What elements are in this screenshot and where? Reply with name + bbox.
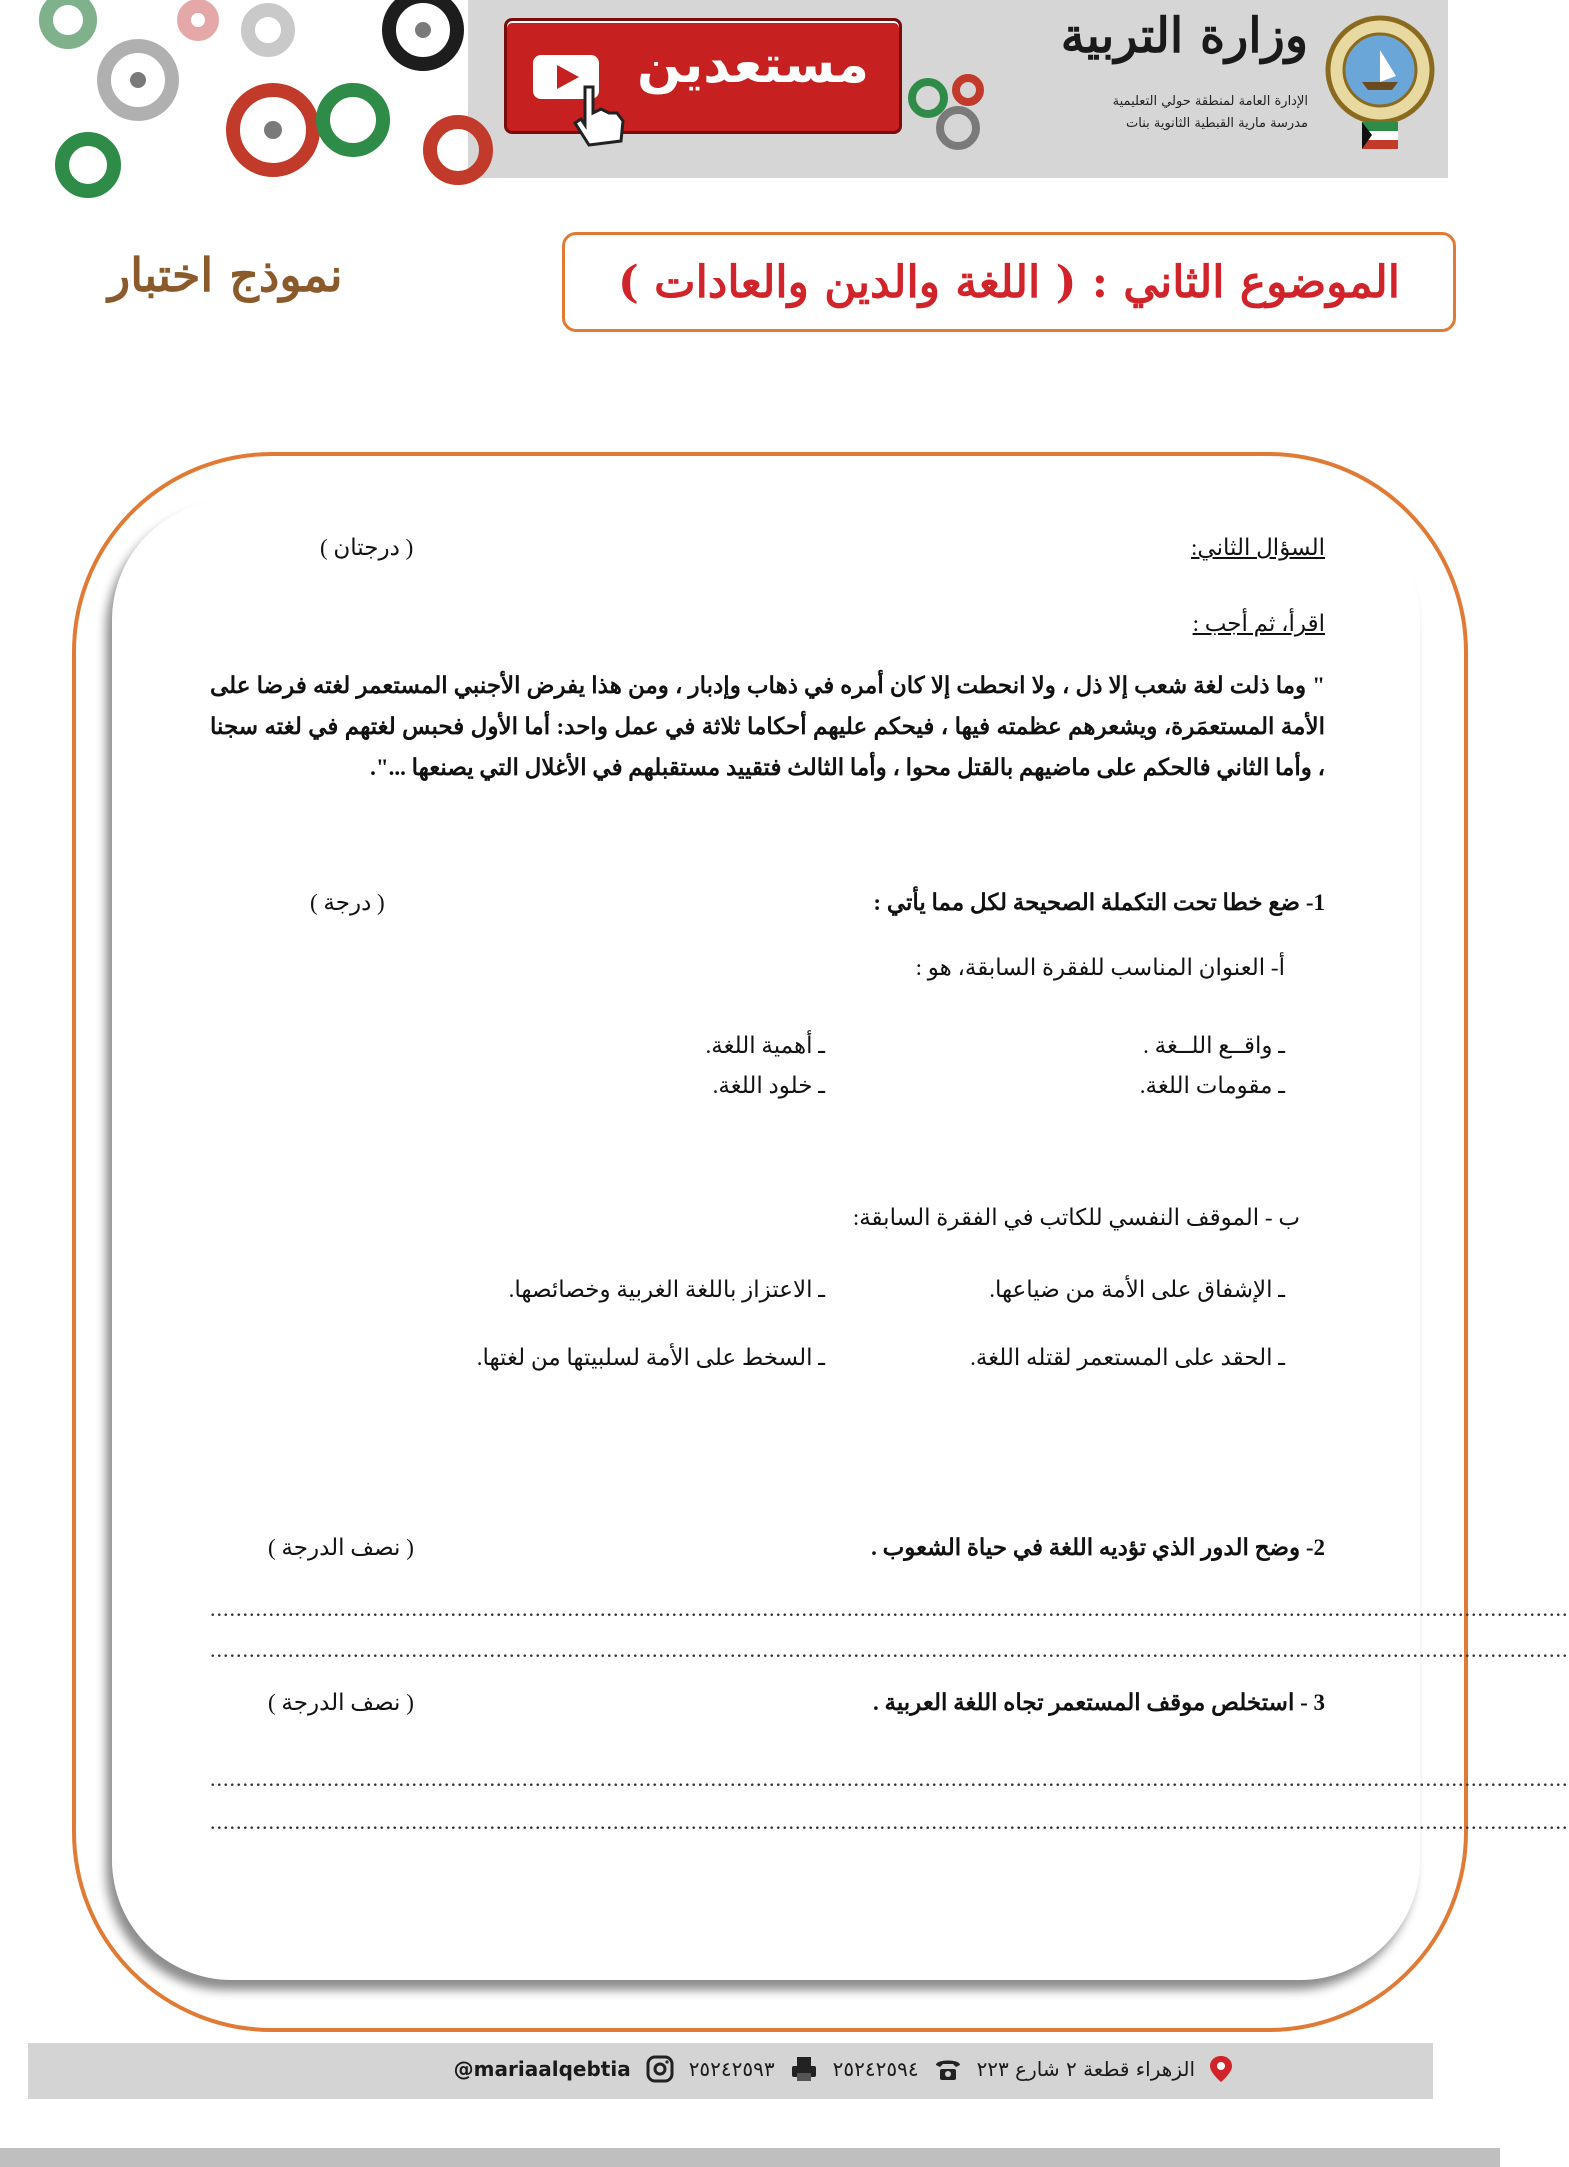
q1-grade: ( درجة ) [310,890,385,915]
question-title: السؤال الثاني: [1191,535,1325,560]
mustaedeen-button[interactable] [504,18,902,134]
q1a-option-4[interactable]: ـ خلود اللغة. [712,1073,825,1098]
ministry-title: وزارة التربية [1060,8,1308,64]
footer-fax[interactable]: ٢٥٢٤٢٥٩٣ [688,2057,775,2081]
kuwait-emblem-icon [1322,10,1438,160]
footer-contact [454,2055,1233,2083]
fax-icon [789,2055,819,2083]
header-banner [28,0,1448,178]
instruction: اقرأ، ثم أجب : [1192,611,1325,636]
q1b-option-2[interactable]: ـ الاعتزاز باللغة الغربية وخصائصها. [508,1277,825,1302]
q1a-option-2[interactable]: ـ أهمية اللغة. [705,1033,825,1058]
q1b-option-1[interactable]: ـ الإشفاق على الأمة من ضياعها. [989,1277,1285,1302]
cta-label: مستعدين [636,35,869,95]
ministry-subtitle-1: الإدارة العامة لمنطقة حولي التعليمية [1112,94,1308,109]
q3-grade: ( نصف الدرجة ) [268,1690,414,1715]
location-pin-icon [1209,2055,1233,2083]
q2-grade: ( نصف الدرجة ) [268,1535,414,1560]
ministry-subtitle-2: مدرسة مارية القبطية الثانوية بنات [1126,116,1308,131]
q1b-option-3[interactable]: ـ الحقد على المستعمر لقتله اللغة. [970,1345,1285,1370]
gears-decoration [28,0,468,178]
question-grade: ( درجتان ) [320,535,414,560]
q3-answer-line-1[interactable]: ................................................................................................................................................................................................................. [210,1766,1569,1791]
school-gears-icon [898,68,1018,158]
q2-answer-line-2[interactable]: ................................................................................................................................................................................................................. [210,1637,1569,1662]
footer-bar [28,2043,1433,2099]
footer-address: الزهراء قطعة ٢ شارع ٢٢٣ [976,2057,1195,2081]
phone-icon [933,2055,963,2083]
q3-text: 3 - استخلص موقف المستعمر تجاه اللغة العربية . [873,1690,1325,1715]
topic-title-box [562,232,1456,332]
q1a-option-3[interactable]: ـ مقومات اللغة. [1139,1073,1285,1098]
q2-answer-line-1[interactable]: ................................................................................................................................................................................................................. [210,1596,1569,1621]
q2-text: 2- وضح الدور الذي تؤديه اللغة في حياة الشعوب . [871,1535,1325,1560]
gears-icon [28,0,468,178]
exam-model-label: نموذج اختبار [108,248,343,302]
instagram-icon [645,2055,675,2083]
q1b-text: ب - الموقف النفسي للكاتب في الفقرة السابقة: [852,1205,1300,1230]
topic-title: الموضوع الثاني : ( اللغة والدين والعادات ) [618,256,1400,308]
bottom-rule [0,2148,1500,2167]
reading-passage: " وما ذلت لغة شعب إلا ذل ، ولا انحطت إلا كان أمره في ذهاب وإدبار ، ومن هذا يفرض الأجنبي المستعمر لغته فرضا على الأمة المستعمَرة، ويشعرهم عظمته فيها ، فيحكم عليهم أحكاما ثلاثة في عمل واحد: أما الأول فحبس لغتهم في لغته سجنا ، وأما الثاني فالحكم على ماضيهم بالقتل محوا ، وأما الثالث فتقييد مستقبلهم في الأغلال التي يصنعها ...". [210,673,1325,780]
pointer-hand-icon [567,83,627,149]
footer-instagram[interactable]: @mariaalqebtia [453,2057,631,2081]
ministry-logo [898,8,1438,168]
q1-text: 1- ضع خطا تحت التكملة الصحيحة لكل مما يأتي : [873,890,1325,915]
q1b-option-4[interactable]: ـ السخط على الأمة لسلبيتها من لغتها. [476,1345,825,1370]
q1a-option-1[interactable]: ـ واقــع اللــغة . [1143,1033,1285,1058]
exam-content [210,535,1569,1835]
footer-phone[interactable]: ٢٥٢٤٢٥٩٤ [832,2057,919,2081]
q1a-text: أ- العنوان المناسب للفقرة السابقة، هو : [915,955,1285,980]
q3-answer-line-2[interactable]: ................................................................................................................................................................................................................. [210,1809,1569,1834]
